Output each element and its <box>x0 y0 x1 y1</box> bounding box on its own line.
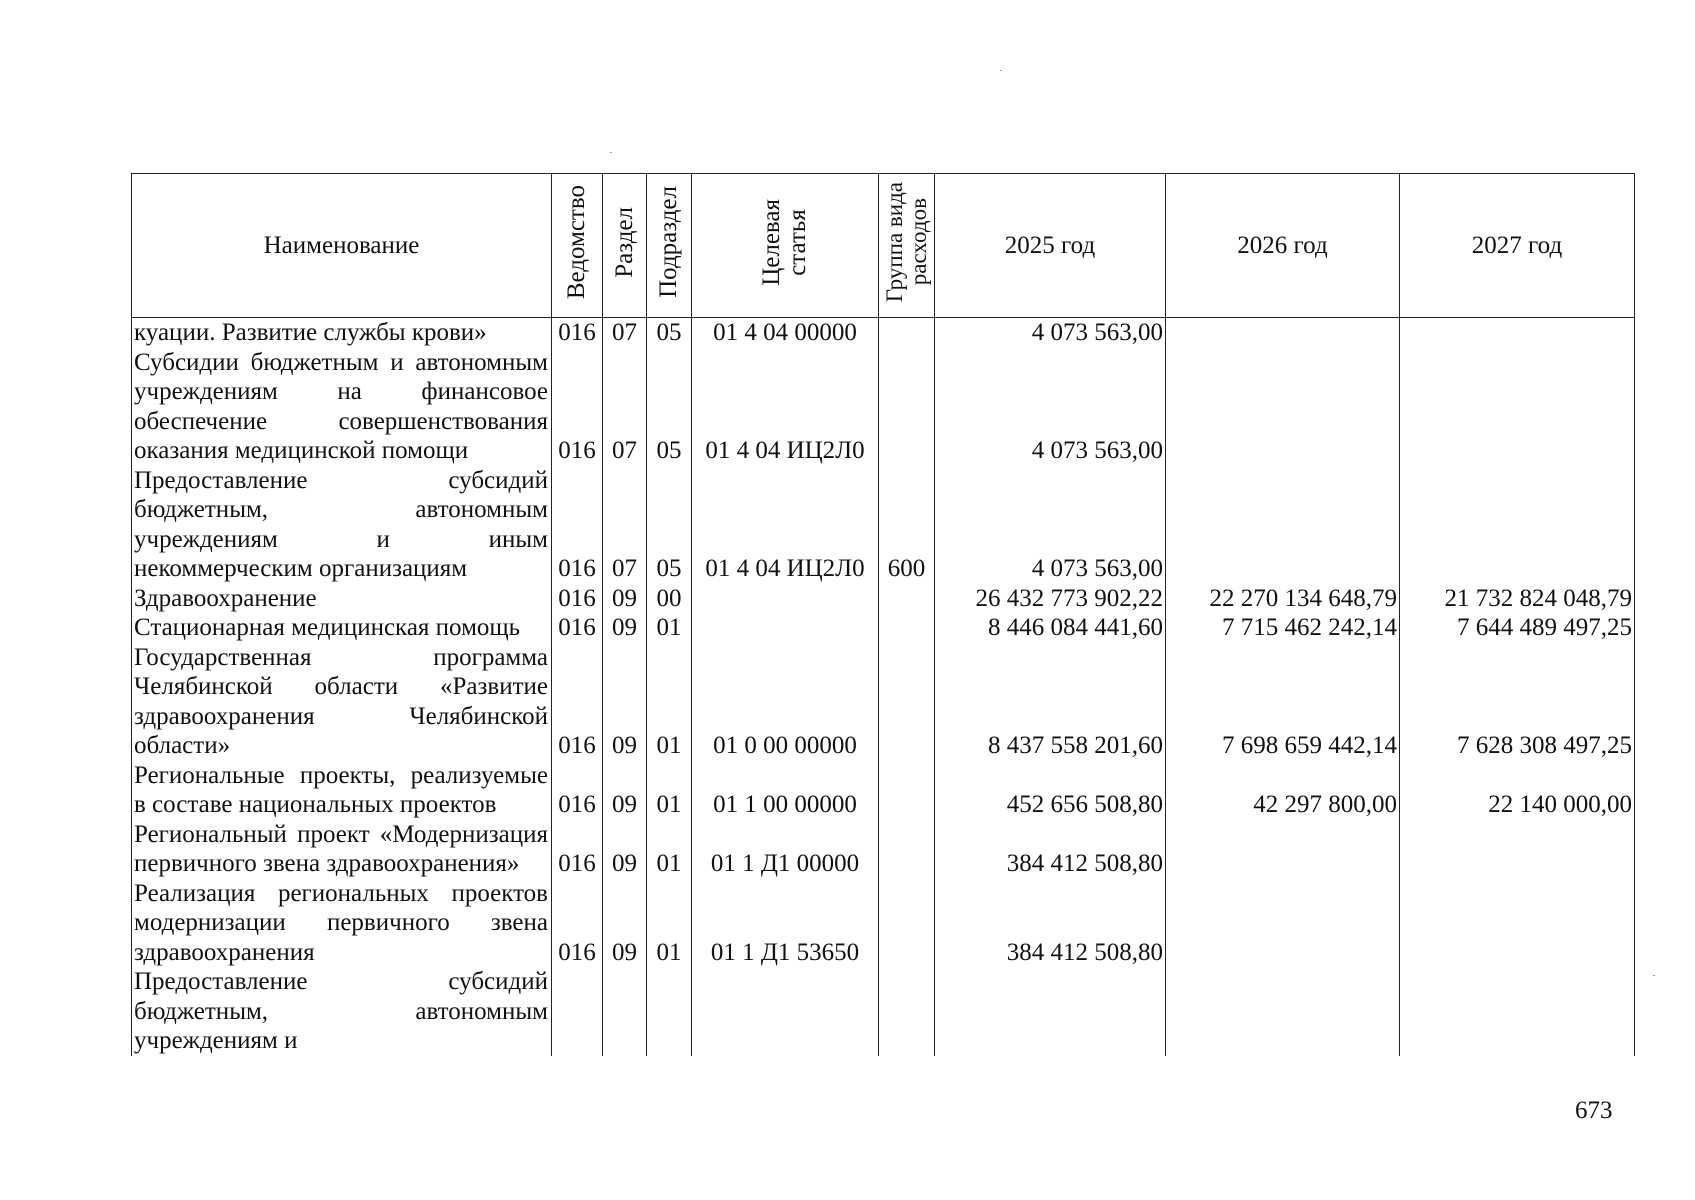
page-number: 673 <box>1575 1097 1613 1124</box>
header-section: Раздел <box>603 174 647 318</box>
scan-speck <box>610 152 612 153</box>
header-2026: 2026 год <box>1166 174 1400 318</box>
header-expense-group: Группа вида расходов <box>879 174 935 318</box>
table-row: куации. Развитие службы крови» 016 07 05 01 4 04 00000 4 073 563,00 <box>132 318 1635 348</box>
header-subsection: Подраздел <box>647 174 692 318</box>
header-row <box>132 174 1635 318</box>
header-2025: 2025 год <box>935 174 1166 318</box>
table-row: Субсидии бюджетным и автономным учреждениям на финансовое обеспечение совершенствования оказания медицинской помощи 016 07 05 01 4 04 ИЦ2Л0 4 073 563,00 <box>132 348 1635 466</box>
header-target: Целевая статья <box>692 174 879 318</box>
scan-speck <box>1653 975 1655 976</box>
table-row: Государственная программа Челябинской области «Развитие здравоохранения Челябинской области» 016 09 01 01 0 00 00000 8 437 558 201,60 7 698 659 442,14 7 628 308 497,25 <box>132 643 1635 761</box>
table-row: Стационарная медицинская помощь 016 09 01 8 446 084 441,60 7 715 462 242,14 7 644 489 497,25 <box>132 613 1635 643</box>
header-dept: Ведомство <box>552 174 603 318</box>
header-2027: 2027 год <box>1400 174 1635 318</box>
table-row: Региональный проект «Модернизация первичного звена здравоохранения» 016 09 01 01 1 Д1 00000 384 412 508,80 <box>132 820 1635 879</box>
table-row: Региональные проекты, реализуемые в составе национальных проектов 016 09 01 01 1 00 00000 452 656 508,80 42 297 800,00 22 140 000,00 <box>132 761 1635 820</box>
scan-speck <box>1000 70 1002 71</box>
table-row: Здравоохранение 016 09 00 26 432 773 902,22 22 270 134 648,79 21 732 824 048,79 <box>132 584 1635 614</box>
table-row: Предоставление субсидий бюджетным, автономным учреждениям и иным некоммерческим организациям 016 07 05 01 4 04 ИЦ2Л0 600 4 073 563,00 <box>132 466 1635 584</box>
table-row: Предоставление субсидий бюджетным, автономным учреждениям и <box>132 967 1635 1056</box>
budget-table <box>131 173 1635 1056</box>
table-row: Реализация региональных проектов модернизации первичного звена здравоохранения 016 09 01 01 1 Д1 53650 384 412 508,80 <box>132 879 1635 968</box>
header-name: Наименование <box>132 174 552 318</box>
